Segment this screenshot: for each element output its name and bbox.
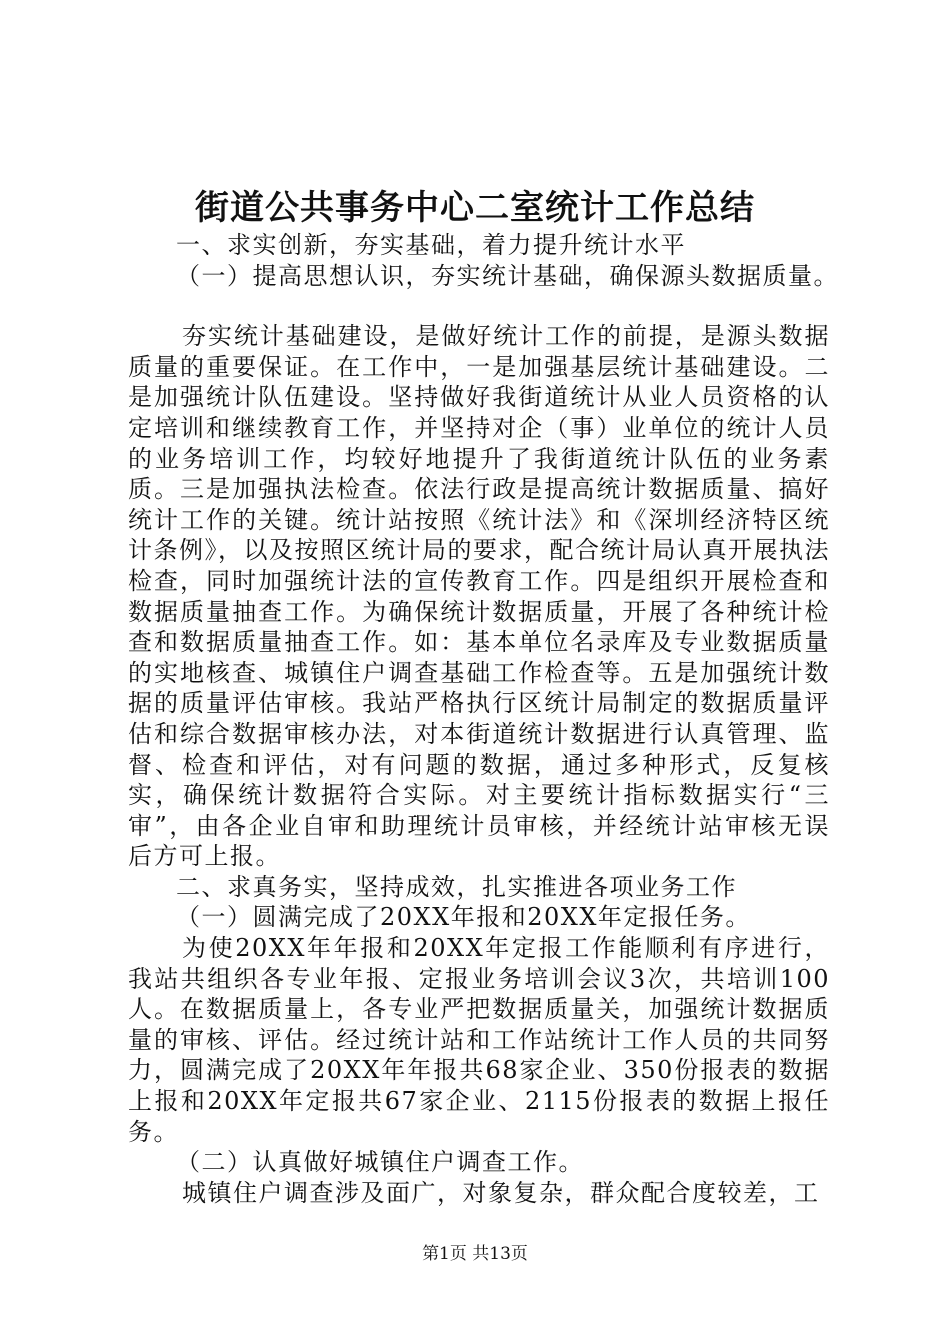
document-title: 街道公共事务中心二室统计工作总结 bbox=[195, 188, 755, 228]
page-number-footer: 第1页 共13页 bbox=[422, 1244, 528, 1264]
section-1-paragraph-1: 夯实统计基础建设，是做好统计工作的前提，是源头数据质量的重要保证。在工作中，一是加强基层统计基础建设。二是加强统计队伍建设。坚持做好我街道统计从业人员资格的认定培训和继续教育工作，并坚持对企（事）业单位的统计人员的业务培训工作，均较好地提升了我街道统计队伍的业务素质。三是加强执法检查。依法行政是提高统计数据质量、搞好统计工作的关键。统计站按照《统计法》和《深圳经济特区统计条例》，以及按照区统计局的要求，配合统计局认真开展执法检查，同时加强统计法的宣传教育工作。四是组织开展检查和数据质量抽查工作。为确保统计数据质量，开展了各种统计检查和数据质量抽查工作。如：基本单位名录库及专业数据质量的实地核查、城镇住户调查基础工作检查等。五是加强统计数据的质量评估审核。我站严格执行区统计局制定的数据质量评估和综合数据审核办法，对本街道统计数据进行认真管理、监督、检查和评估，对有问题的数据，通过多种形式，反复核实，确保统计数据符合实际。对主要统计指标数据实行“三审”，由各企业自审和助理统计员审核，并经统计站审核无误后方可上报。 bbox=[128, 322, 830, 871]
paragraph-gap bbox=[128, 291, 830, 321]
section-2-paragraph-1: 为使20XX年年报和20XX年定报工作能顺利有序进行，我站共组织各专业年报、定报业务培训会议3次，共培训100人。在数据质量上，各专业严把数据质量关，加强统计数据质量的审核、评估。经过统计站和工作站统计工作人员的共同努力，圆满完成了20XX年年报共68家企业、350份报表的数据上报和20XX年定报共67家企业、2115份报表的数据上报任务。 bbox=[128, 934, 830, 1146]
section-1-subheading-1: （一）提高思想认识，夯实统计基础，确保源头数据质量。 bbox=[176, 261, 839, 290]
section-2-paragraph-2: 城镇住户调查涉及面广，对象复杂，群众配合度较差，工 bbox=[182, 1178, 820, 1207]
section-2-heading: 二、求真务实，坚持成效，扎实推进各项业务工作 bbox=[176, 872, 737, 901]
section-2-subheading-1: （一）圆满完成了20XX年报和20XX年定报任务。 bbox=[176, 903, 751, 932]
section-2-subheading-2: （二）认真做好城镇住户调查工作。 bbox=[176, 1148, 584, 1177]
document-body bbox=[128, 230, 839, 1208]
section-1-heading: 一、求实创新，夯实基础，着力提升统计水平 bbox=[176, 231, 686, 259]
